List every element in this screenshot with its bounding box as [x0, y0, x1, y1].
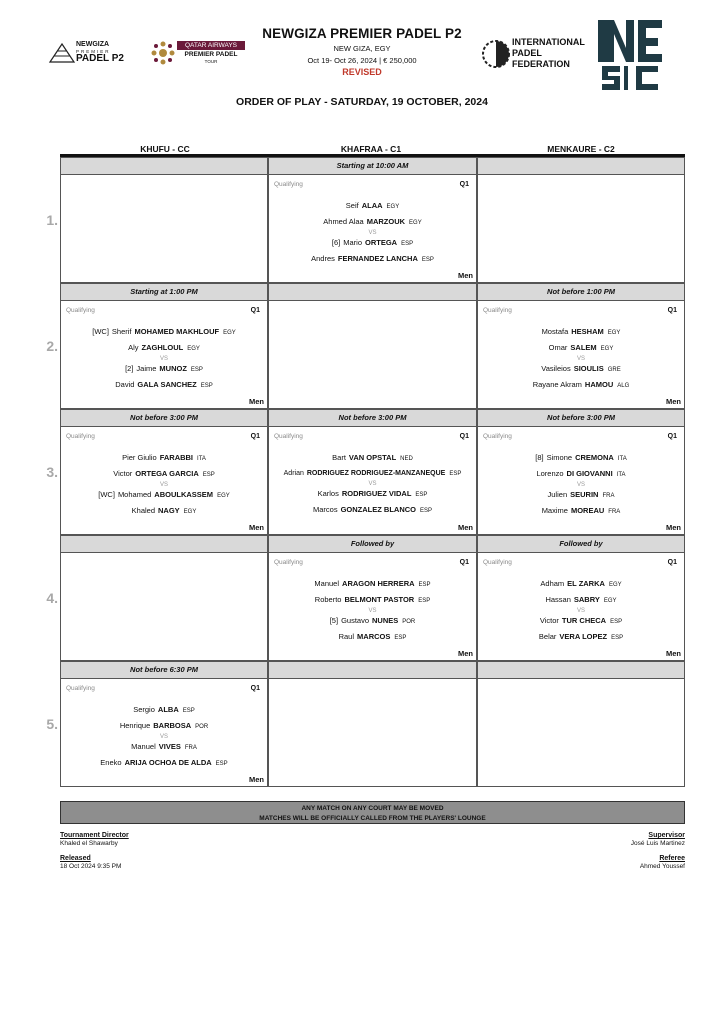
player-line — [269, 503, 476, 519]
player-nationality: ITA — [617, 456, 627, 462]
player-first-name: Raul — [338, 631, 355, 641]
player-first-name: Manuel — [314, 579, 340, 588]
match-category: Qualifying — [483, 433, 512, 440]
match-round: Q1 — [459, 433, 469, 440]
player-first-name: Maxime — [541, 505, 568, 515]
player-first-name: Omar — [548, 342, 568, 352]
time-slot-header — [61, 536, 267, 553]
match-body — [61, 427, 267, 534]
player-nationality: EGY — [608, 582, 622, 588]
match-category: Qualifying — [483, 559, 512, 566]
player-last-name: SEURIN — [570, 490, 599, 499]
player-nationality: ESP — [182, 708, 195, 714]
player-first-name: Roberto — [314, 594, 342, 604]
player-first-name: Pier Giulio — [122, 453, 157, 462]
time-slot-header: Followed by — [269, 536, 476, 553]
time-slot-header — [478, 158, 684, 175]
qatar-logo-line2: PREMIER PADEL — [184, 51, 238, 58]
player-last-name: VERA LOPEZ — [559, 631, 608, 641]
match-cell-khufu — [60, 409, 268, 535]
match-event: Men — [666, 397, 681, 406]
match-cell-khafraa — [268, 409, 477, 535]
player-line — [61, 378, 267, 394]
player-line — [61, 341, 267, 357]
player-nationality: ESP — [418, 582, 431, 588]
released-value: 18 Oct 2024 9:35 PM — [60, 863, 122, 870]
player-last-name: MOHAMED MAKHLOUF — [134, 327, 220, 336]
player-last-name: HAMOU — [584, 379, 614, 389]
player-line — [269, 577, 476, 593]
time-slot-header: Not before 3:00 PM — [269, 410, 476, 427]
player-seed: [WC] — [98, 490, 115, 499]
time-slot-header: Not before 6:30 PM — [61, 662, 267, 679]
player-first-name: Marcos — [312, 504, 338, 514]
match-round: Q1 — [667, 559, 677, 566]
match-category: Qualifying — [274, 433, 303, 440]
player-nationality: ESP — [449, 470, 462, 477]
match-body — [478, 175, 684, 282]
player-last-name: HESHAM — [571, 327, 604, 336]
player-nationality: EGY — [183, 508, 197, 515]
player-last-name: NUNES — [372, 616, 399, 625]
player-last-name: BARBOSA — [153, 720, 192, 730]
match-body — [478, 427, 684, 534]
player-line — [61, 719, 267, 735]
player-first-name: Simone — [546, 453, 573, 462]
time-slot-header: Not before 3:00 PM — [478, 410, 684, 427]
player-line — [478, 378, 684, 394]
versus-label: VS — [159, 482, 168, 488]
time-slot-header: Not before 1:00 PM — [478, 284, 684, 301]
ngsc-logo — [594, 18, 666, 92]
match-event: Men — [666, 523, 681, 532]
player-line — [269, 487, 476, 503]
player-nationality: ESP — [190, 367, 203, 373]
player-first-name: Rayane Akram — [532, 379, 582, 389]
player-seed: [WC] — [92, 327, 109, 336]
match-round: Q1 — [250, 307, 260, 314]
match-body — [478, 679, 684, 786]
player-line — [61, 451, 267, 467]
player-line — [478, 325, 684, 341]
player-seed: [6] — [331, 238, 341, 247]
versus-label: VS — [159, 356, 168, 362]
player-first-name: Julien — [547, 490, 568, 499]
player-last-name: ABOULKASSEM — [154, 490, 214, 499]
player-last-name: RODRIGUEZ VIDAL — [341, 489, 412, 498]
player-last-name: MARZOUK — [366, 216, 406, 226]
match-players — [61, 451, 267, 519]
match-body — [269, 427, 476, 534]
tournament-location: NEW GIZA, EGY — [333, 44, 391, 53]
tournament-title: NEWGIZA PREMIER PADEL P2 — [262, 26, 462, 41]
match-body — [478, 301, 684, 408]
player-line — [61, 325, 267, 341]
player-nationality: ESP — [401, 241, 414, 247]
player-nationality: ESP — [394, 634, 407, 641]
player-nationality: ESP — [610, 619, 623, 625]
player-last-name: GONZALEZ BLANCO — [340, 504, 416, 514]
player-first-name: Aly — [128, 342, 139, 352]
row-number: 2. — [46, 338, 58, 354]
player-nationality: ESP — [415, 492, 428, 498]
player-first-name: Sherif — [111, 327, 132, 336]
time-slot-header: Starting at 1:00 PM — [61, 284, 267, 301]
match-body — [269, 301, 476, 408]
qatar-logo-line1: QATAR AIRWAYS — [177, 41, 245, 50]
player-seed: [2] — [125, 364, 134, 373]
player-nationality: NED — [400, 456, 413, 462]
match-players — [269, 577, 476, 645]
player-line — [478, 488, 684, 504]
player-last-name: VAN OPSTAL — [348, 453, 397, 462]
player-nationality: POR — [195, 723, 209, 730]
player-first-name: Sergio — [133, 705, 155, 714]
player-first-name: Adrian — [283, 469, 304, 477]
player-first-name: Karlos — [317, 489, 339, 498]
player-first-name: Khaled — [131, 505, 155, 515]
match-event: Men — [249, 775, 264, 784]
player-last-name: VIVES — [158, 742, 181, 751]
match-event: Men — [458, 271, 473, 280]
player-line — [269, 630, 476, 646]
player-first-name: Mohamed — [117, 490, 152, 499]
time-slot-header: Not before 3:00 PM — [61, 410, 267, 427]
player-seed: [8] — [535, 453, 544, 462]
match-category: Qualifying — [66, 685, 95, 692]
match-body — [61, 175, 267, 282]
match-cell-menkaure — [477, 283, 685, 409]
match-round: Q1 — [250, 433, 260, 440]
player-line — [61, 740, 267, 756]
match-players — [478, 451, 684, 519]
player-first-name: Vasileios — [541, 364, 571, 373]
player-last-name: RODRIGUEZ RODRIGUEZ-MANZANEQUE — [306, 469, 446, 477]
supervisor-name: José Luis Martinez — [630, 840, 685, 847]
match-cell-menkaure — [477, 535, 685, 661]
match-cell-khufu — [60, 535, 268, 661]
player-last-name: ALBA — [157, 705, 179, 714]
versus-label: VS — [576, 608, 585, 614]
versus-label: VS — [576, 482, 585, 488]
player-first-name: Eneko — [100, 757, 122, 767]
match-cell-khufu — [60, 283, 268, 409]
match-category: Qualifying — [274, 181, 303, 188]
match-body — [269, 679, 476, 786]
newgiza-logo — [48, 40, 148, 66]
player-last-name: ORTEGA GARCIA — [135, 468, 199, 478]
player-first-name: Jaime — [136, 364, 157, 373]
player-line — [269, 614, 476, 630]
player-first-name: Adham — [540, 579, 565, 588]
row-number: 3. — [46, 464, 58, 480]
match-round: Q1 — [667, 307, 677, 314]
court-header-khafraa: KHAFRAA - C1 — [340, 144, 402, 154]
player-nationality: EGY — [607, 330, 621, 336]
player-nationality: POR — [402, 619, 416, 625]
player-nationality: ITA — [197, 456, 206, 462]
player-nationality: EGY — [223, 330, 236, 336]
player-line — [269, 451, 476, 467]
player-nationality: ESP — [421, 256, 434, 263]
versus-label: VS — [576, 356, 585, 362]
player-last-name: TUR CHECA — [561, 616, 607, 625]
player-last-name: SABRY — [573, 594, 600, 604]
player-line — [61, 756, 267, 772]
player-last-name: ARIJA OCHOA DE ALDA — [124, 757, 212, 767]
ipf-logo-line2: PADEL — [512, 48, 542, 58]
player-nationality: ESP — [418, 597, 431, 604]
player-line — [478, 341, 684, 357]
player-last-name: NAGY — [158, 505, 180, 515]
notice-line2: MATCHES WILL BE OFFICIALLY CALLED FROM THE PLAYERS' LOUNGE — [259, 815, 486, 822]
player-first-name: Gustavo — [341, 616, 369, 625]
player-last-name: ALAA — [361, 201, 383, 210]
match-players — [269, 451, 476, 518]
player-first-name: Henrique — [119, 720, 151, 730]
match-body — [61, 679, 267, 786]
player-line — [269, 215, 476, 231]
newgiza-logo-top: NEWGIZA — [76, 41, 110, 48]
tournament-header — [210, 26, 514, 77]
player-last-name: FERNANDEZ LANCHA — [337, 253, 418, 263]
match-cell-khufu — [60, 157, 268, 283]
player-nationality: FRA — [602, 493, 615, 499]
match-round: Q1 — [667, 433, 677, 440]
player-line — [61, 467, 267, 483]
director-block — [60, 832, 129, 847]
player-nationality: FRA — [608, 508, 621, 515]
match-players — [61, 703, 267, 771]
player-first-name: Belar — [538, 631, 557, 641]
time-slot-header — [269, 284, 476, 301]
match-players — [61, 325, 267, 393]
player-line — [61, 488, 267, 504]
player-first-name: Bart — [332, 453, 346, 462]
player-line — [61, 504, 267, 520]
player-last-name: MARCOS — [357, 631, 391, 641]
player-nationality: ESP — [611, 634, 624, 641]
notice-banner — [60, 801, 685, 824]
match-event: Men — [666, 649, 681, 658]
match-players — [478, 577, 684, 645]
referee-label: Referee — [659, 855, 685, 862]
player-last-name: GALA SANCHEZ — [137, 379, 197, 389]
player-last-name: SIOULIS — [573, 364, 604, 373]
player-nationality: GRE — [607, 367, 621, 373]
player-first-name: Mario — [343, 238, 362, 247]
newgiza-logo-bottom: PADEL P2 — [76, 53, 124, 64]
released-block — [60, 855, 121, 870]
player-first-name: David — [115, 379, 135, 389]
player-last-name: ARAGON HERRERA — [342, 579, 415, 588]
player-line — [478, 577, 684, 593]
player-nationality: ESP — [200, 382, 213, 389]
row-number: 4. — [46, 590, 58, 606]
time-slot-header: Followed by — [478, 536, 684, 553]
player-line — [61, 703, 267, 719]
match-cell-khafraa — [268, 661, 477, 787]
player-first-name: Andres — [311, 253, 335, 263]
player-last-name: SALEM — [570, 342, 597, 352]
player-last-name: FARABBI — [159, 453, 194, 462]
player-last-name: BELMONT PASTOR — [344, 594, 415, 604]
referee-block — [640, 855, 685, 870]
player-line — [61, 362, 267, 378]
time-slot-header — [61, 158, 267, 175]
match-category: Qualifying — [66, 433, 95, 440]
match-category: Qualifying — [66, 307, 95, 314]
match-event: Men — [458, 649, 473, 658]
match-players — [478, 325, 684, 393]
match-event: Men — [458, 523, 473, 532]
player-line — [478, 451, 684, 467]
referee-name: Ahmed Youssef — [639, 863, 685, 870]
time-slot-header — [478, 662, 684, 679]
player-line — [478, 467, 684, 483]
player-line — [478, 504, 684, 520]
player-first-name: Ahmed Alaa — [323, 216, 364, 226]
player-last-name: MOREAU — [570, 505, 605, 515]
player-nationality: EGY — [600, 345, 614, 352]
player-seed: [5] — [329, 616, 339, 625]
page-title: ORDER OF PLAY - SATURDAY, 19 OCTOBER, 2024 — [236, 96, 488, 108]
player-nationality: ALG — [617, 382, 630, 389]
court-header-khufu: KHUFU - CC — [140, 144, 190, 154]
row-number: 5. — [46, 716, 58, 732]
match-category: Qualifying — [483, 307, 512, 314]
player-last-name: ORTEGA — [365, 238, 398, 247]
match-round: Q1 — [459, 181, 469, 188]
player-nationality: ESP — [202, 471, 215, 478]
player-nationality: FRA — [184, 745, 197, 751]
director-label: Tournament Director — [60, 832, 129, 839]
match-body — [269, 175, 476, 282]
player-nationality: EGY — [187, 345, 200, 352]
tournament-dates-prize: Oct 19- Oct 26, 2024 | € 250,000 — [307, 56, 417, 65]
player-line — [269, 199, 476, 215]
time-slot-header — [269, 662, 476, 679]
player-last-name: DI GIOVANNI — [566, 468, 613, 478]
director-name: Khaled el Shawarby — [60, 840, 118, 847]
player-nationality: EGY — [217, 493, 230, 499]
player-line — [478, 614, 684, 630]
player-line — [478, 362, 684, 378]
time-slot-header: Starting at 10:00 AM — [269, 158, 476, 175]
ipf-logo-line1: INTERNATIONAL — [512, 37, 585, 47]
player-first-name: Victor — [539, 616, 559, 625]
supervisor-block — [631, 832, 685, 847]
match-cell-menkaure — [477, 409, 685, 535]
versus-label: VS — [368, 608, 377, 614]
player-line — [478, 630, 684, 646]
player-nationality: EGY — [409, 219, 422, 226]
match-round: Q1 — [459, 559, 469, 566]
match-body — [478, 553, 684, 660]
player-first-name: Lorenzo — [536, 468, 564, 478]
match-cell-khafraa — [268, 157, 477, 283]
court-header-menkaure: MENKAURE - C2 — [547, 144, 615, 154]
player-nationality: EGY — [603, 597, 617, 604]
player-line — [269, 593, 476, 609]
player-first-name: Manuel — [131, 742, 156, 751]
versus-label: VS — [368, 481, 377, 487]
match-body — [61, 301, 267, 408]
versus-label: VS — [368, 230, 377, 236]
revised-status: REVISED — [342, 67, 382, 77]
player-first-name: Seif — [345, 201, 359, 210]
supervisor-label: Supervisor — [648, 832, 685, 839]
player-line — [478, 593, 684, 609]
player-first-name: Victor — [113, 468, 133, 478]
row-number: 1. — [46, 212, 58, 228]
player-last-name: ZAGHLOUL — [141, 342, 184, 352]
player-first-name: Mostafa — [541, 327, 569, 336]
match-round: Q1 — [250, 685, 260, 692]
player-nationality: ITA — [616, 471, 626, 478]
player-nationality: ESP — [215, 760, 228, 767]
player-line — [269, 236, 476, 252]
match-cell-khafraa — [268, 283, 477, 409]
international-padel-federation-logo — [482, 34, 585, 76]
player-last-name: CREMONA — [575, 453, 614, 462]
qatar-logo-line3: TOUR — [204, 59, 218, 64]
player-first-name: Hassan — [545, 594, 571, 604]
player-last-name: EL ZARKA — [567, 579, 605, 588]
player-last-name: MUNOZ — [159, 364, 187, 373]
notice-line1: ANY MATCH ON ANY COURT MAY BE MOVED — [301, 805, 444, 812]
match-event: Men — [249, 397, 264, 406]
player-line — [269, 252, 476, 268]
match-event: Men — [249, 523, 264, 532]
match-body — [269, 553, 476, 660]
match-cell-menkaure — [477, 157, 685, 283]
player-nationality: EGY — [386, 204, 400, 210]
match-cell-khufu — [60, 661, 268, 787]
versus-label: VS — [159, 734, 168, 740]
newgiza-logo-mid: PREMIER — [76, 49, 111, 54]
match-cell-khafraa — [268, 535, 477, 661]
player-nationality: ESP — [420, 507, 433, 514]
match-players — [269, 199, 476, 267]
match-body — [61, 553, 267, 660]
released-label: Released — [60, 855, 91, 862]
ipf-logo-line3: FEDERATION — [512, 59, 570, 69]
player-line — [269, 467, 476, 482]
match-category: Qualifying — [274, 559, 303, 566]
match-cell-menkaure — [477, 661, 685, 787]
